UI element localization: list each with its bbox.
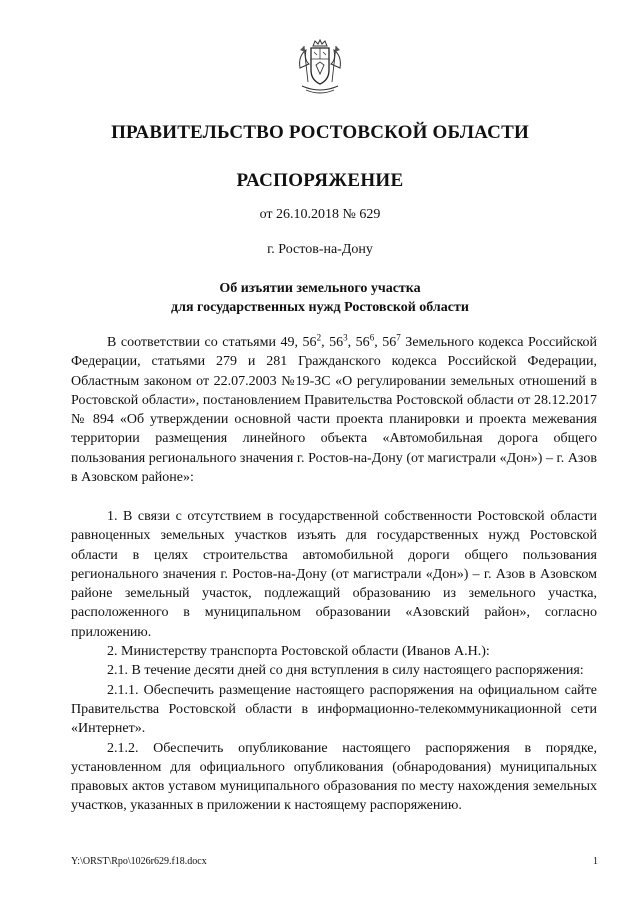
- article-superscript: 3: [343, 332, 348, 343]
- order-item: 1. В связи с отсутствием в государственной собственности Ростовской области равноценных земельных участков изъять для государственных нужд Ростовской области в целях строительства автомобильной дороги общего пользования регионального значения г. Ростов-на-Дону (от магистрали «Дон») – г. Азов в Азовском районе земельный участок, подлежащий образованию из земельного участка, расположенного в муниципальном образовании «Азовский район», согласно приложению.: [71, 509, 597, 640]
- organization-title: ПРАВИТЕЛЬСТВО РОСТОВСКОЙ ОБЛАСТИ: [111, 122, 529, 143]
- preamble-text: , 56: [347, 335, 370, 350]
- preamble-text: Земельного кодекса Российской Федерации, статьями 279 и 281 Гражданского кодекса Российской Федерации, Областным законом от 22.07.2003 №19-ЗС «О регулировании земельных отношений в Ростовской области», постановлением Правительства Ростовской области от 28.12.2017 № 894 «Об утверждении основной части проекта планировки и проекта межевания территории размещения линейного объекта «Автомобильная дорога общего пользования регионального значения г. Ростов-на-Дону (от магистрали «Дон») – г. Азов в Азовском районе»:: [71, 335, 598, 486]
- order-item: 2.1.2. Обеспечить опубликование настоящего распоряжения в порядке, установленном для официального опубликования (обнародования) муниципальных правовых актов уставом муниципального образования по месту нахождения земельных участков, указанных в приложении к настоящему распоряжению.: [71, 740, 597, 814]
- preamble-text: , 56: [374, 335, 397, 350]
- order-items: [71, 507, 597, 816]
- document-date-number: от 26.10.2018 № 629: [259, 207, 381, 222]
- page-number: 1: [593, 856, 598, 867]
- order-item: 2.1.1. Обеспечить размещение настоящего распоряжения на официальном сайте Правительства Ростовской области в информационно-телекоммуникационной сети «Интернет».: [71, 682, 597, 737]
- preamble-block: [71, 333, 597, 487]
- preamble-text: , 56: [321, 335, 344, 350]
- preamble-text: В соответствии со статьями 49, 56: [107, 335, 317, 350]
- subject-line: Об изъятии земельного участка: [219, 281, 421, 296]
- document-subject: [0, 279, 640, 317]
- order-item: 2.1. В течение десяти дней со дня вступления в силу настоящего распоряжения:: [107, 663, 584, 679]
- document-city: г. Ростов-на-Дону: [267, 242, 373, 257]
- footer-file-path: Y:\ORST\Rpo\1026r629.f18.docx: [71, 856, 207, 867]
- article-superscript: 6: [369, 332, 375, 343]
- article-superscript: 7: [396, 332, 401, 343]
- article-superscript: 2: [316, 332, 322, 343]
- document-type: РАСПОРЯЖЕНИЕ: [236, 170, 404, 191]
- subject-line: для государственных нужд Ростовской области: [171, 300, 469, 315]
- coat-of-arms-icon: [296, 38, 344, 96]
- preamble-paragraph: [71, 333, 597, 487]
- order-item: 2. Министерству транспорта Ростовской области (Иванов А.Н.):: [107, 644, 490, 660]
